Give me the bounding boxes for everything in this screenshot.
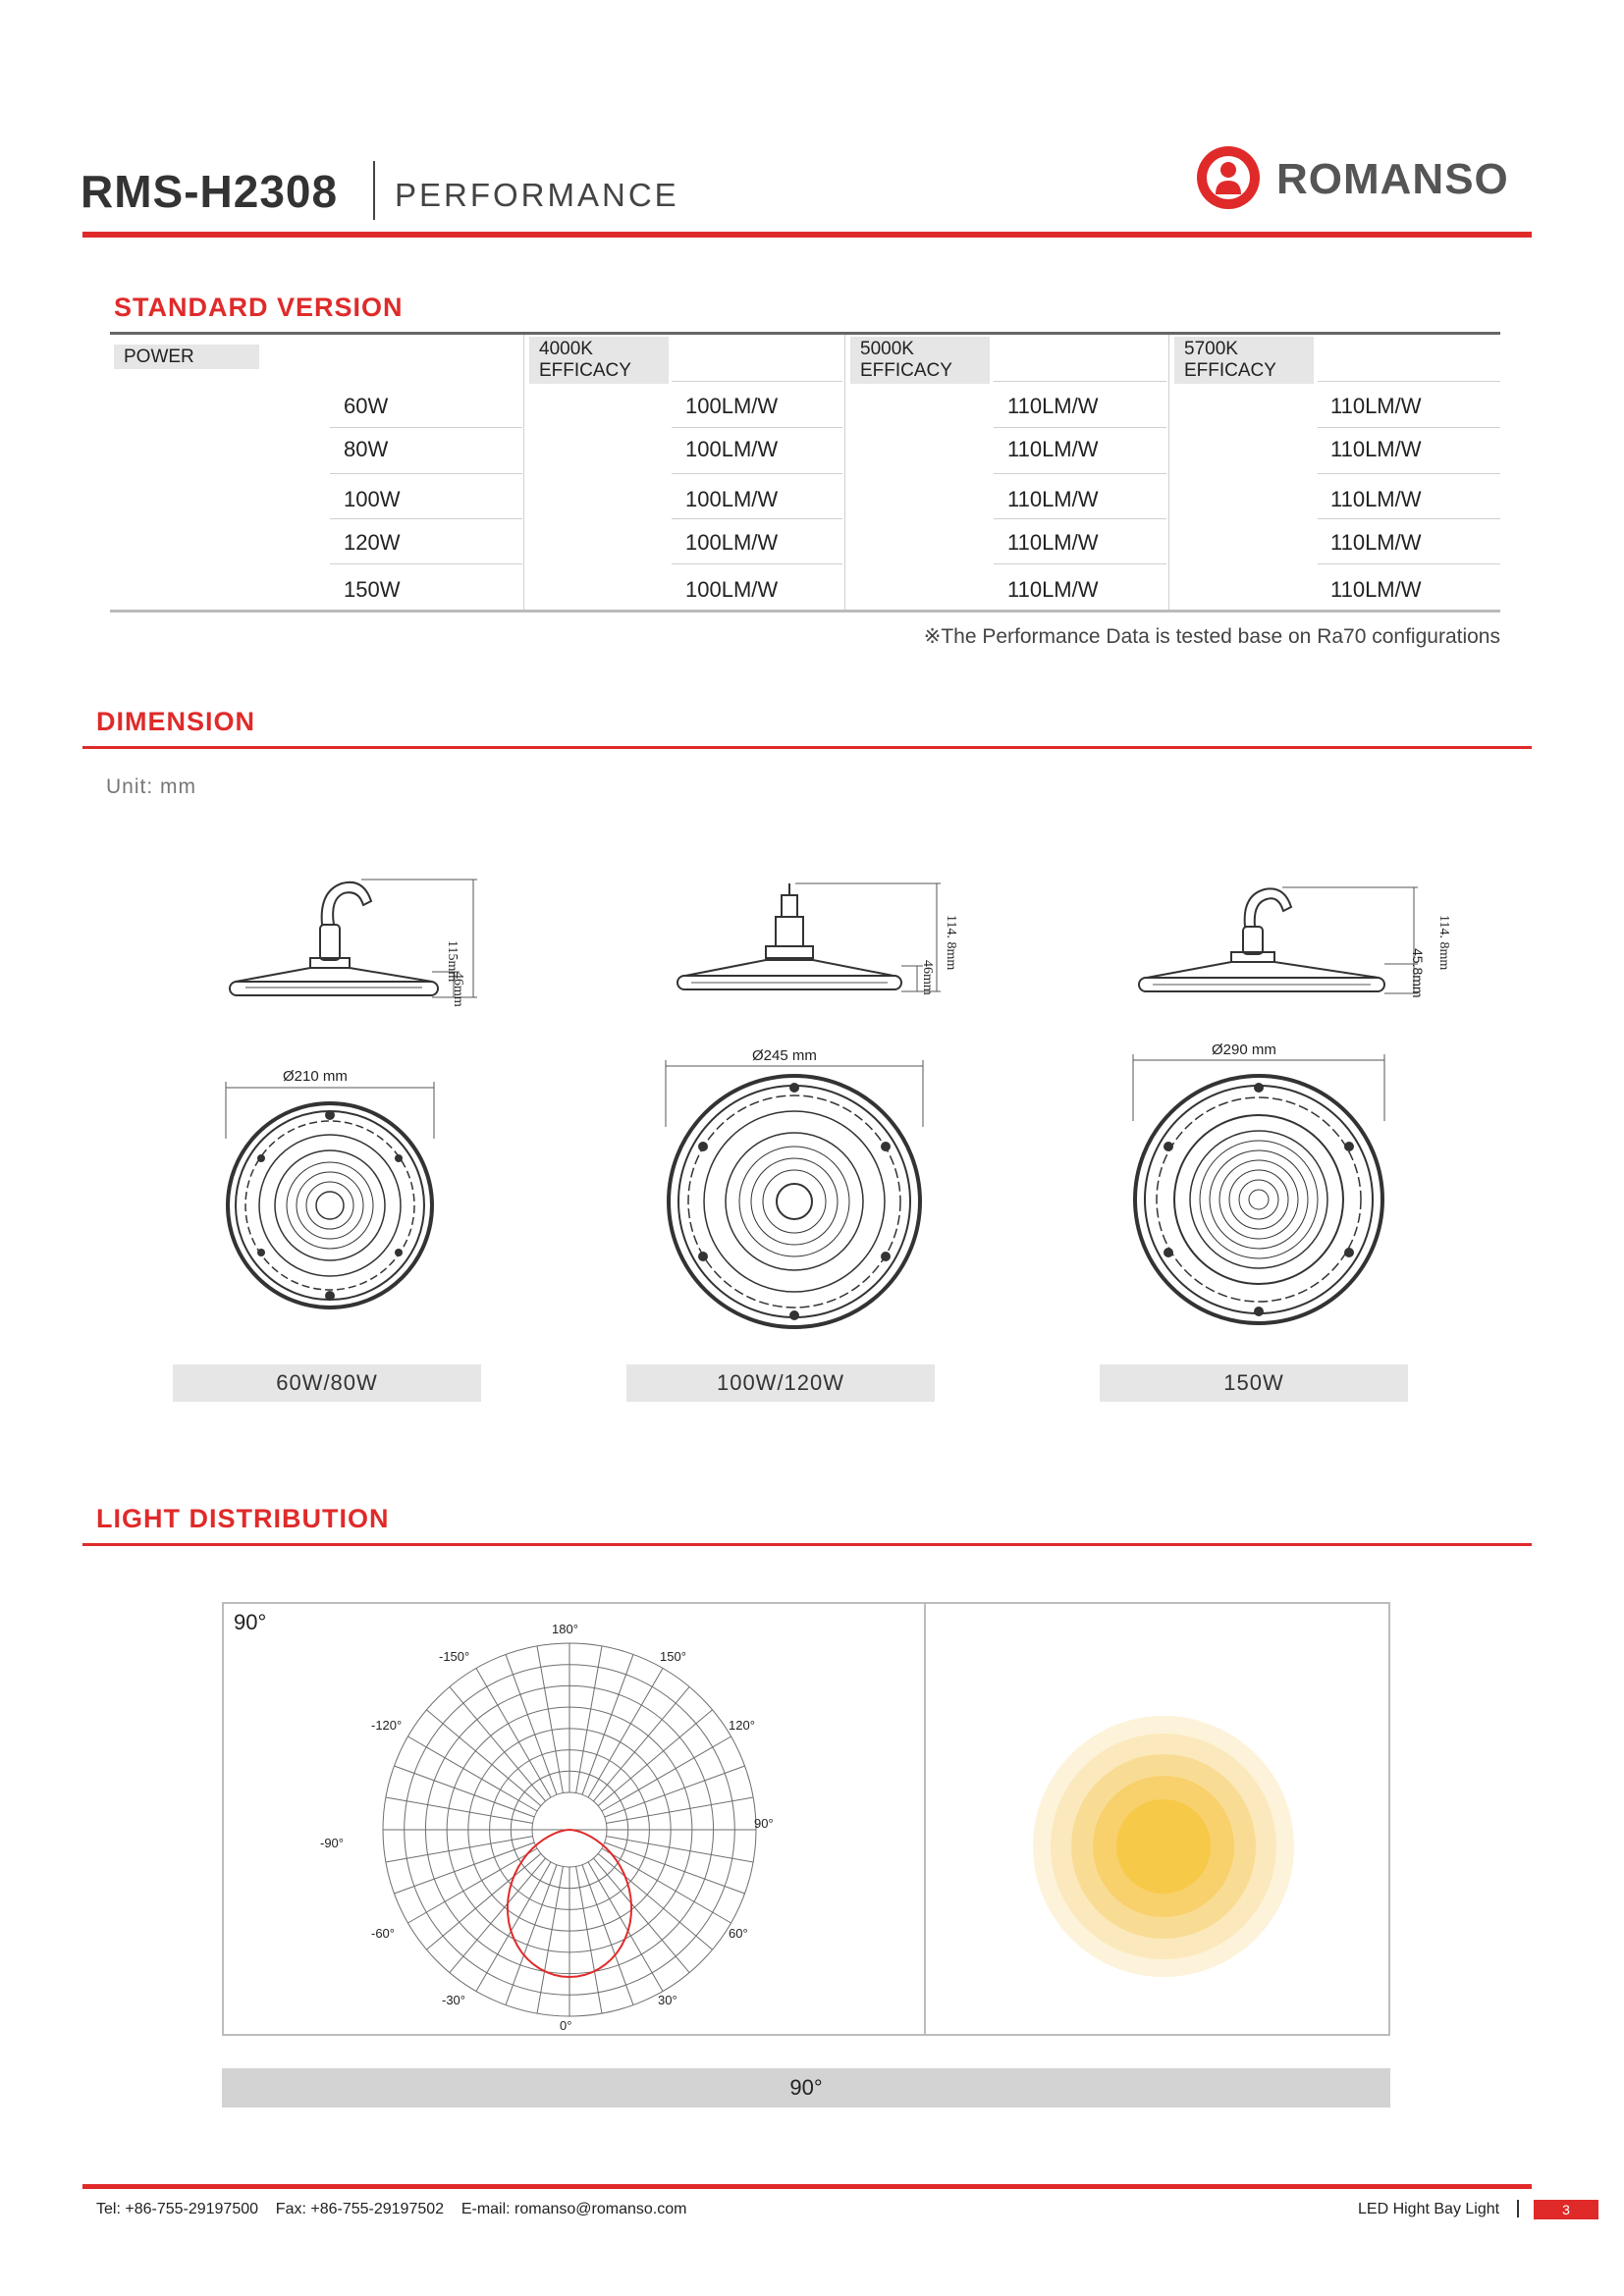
col-header-5700k: [1174, 337, 1314, 384]
efficacy-label: EFFICACY: [860, 360, 952, 381]
side-view-60-80w: [216, 872, 511, 1009]
polar-spoke: [426, 1710, 540, 1806]
row-divider: [672, 518, 842, 519]
polar-spoke: [598, 1710, 712, 1806]
row-divider: [1318, 427, 1500, 428]
row-divider: [330, 473, 522, 474]
power-header: POWER: [114, 345, 259, 369]
row-divider: [330, 427, 522, 428]
polar-spoke: [537, 1866, 563, 2013]
col-header-4000k: [529, 337, 669, 384]
efficacy-cell: 100LM/W: [685, 577, 779, 602]
angle-label: 60°: [729, 1926, 748, 1941]
polar-spoke: [606, 1797, 753, 1823]
efficacy-cell: 100LM/W: [685, 487, 779, 511]
row-divider: [994, 427, 1166, 428]
row-divider: [994, 518, 1166, 519]
dimension-title: DIMENSION: [96, 707, 256, 736]
cct-label: 5700K: [1184, 339, 1238, 359]
light-distribution-title: LIGHT DISTRIBUTION: [96, 1504, 390, 1533]
polar-spoke: [576, 1866, 602, 2013]
polar-spoke: [537, 1646, 563, 1793]
dim-total-height: 114. 8mm: [1436, 915, 1451, 971]
footer-divider: [1517, 2200, 1519, 2217]
power-cell: 80W: [344, 437, 389, 461]
row-divider: [672, 427, 842, 428]
col-header-5000k: [850, 337, 990, 384]
unit-label: Unit: mm: [106, 775, 196, 798]
efficacy-label: EFFICACY: [1184, 360, 1276, 381]
table-bottom-rule: [110, 610, 1500, 613]
row-divider: [672, 473, 842, 474]
efficacy-cell: 100LM/W: [685, 394, 779, 418]
table-top-rule: [110, 332, 1500, 335]
polar-spoke: [576, 1646, 602, 1793]
power-cell: 100W: [344, 487, 401, 511]
model-title: RMS-H2308: [81, 166, 339, 217]
diameter-label: Ø210 mm: [283, 1068, 348, 1085]
efficacy-cell: 100LM/W: [685, 530, 779, 555]
efficacy-cell: 110LM/W: [1330, 394, 1422, 418]
efficacy-label: EFFICACY: [539, 360, 631, 381]
polar-spoke: [606, 1837, 753, 1862]
angle-label: 0°: [560, 2018, 572, 2033]
cct-label: 5000K: [860, 339, 914, 359]
power-cell: 150W: [344, 577, 401, 602]
efficacy-cell: 110LM/W: [1007, 487, 1099, 511]
angle-label: 150°: [660, 1649, 686, 1664]
efficacy-cell: 110LM/W: [1007, 437, 1099, 461]
light-distribution-rule: [82, 1543, 1532, 1546]
angle-label: -30°: [442, 1993, 465, 2007]
footer-contact: Tel: +86-755-29197500 Fax: +86-755-29197502 E-mail: romanso@romanso.com: [96, 2201, 687, 2217]
row-divider: [994, 473, 1166, 474]
row-divider: [672, 381, 842, 382]
row-divider: [1318, 473, 1500, 474]
polar-spoke: [605, 1842, 745, 1894]
polar-spoke: [605, 1766, 745, 1817]
polar-spoke: [582, 1654, 633, 1794]
polar-spoke: [593, 1858, 689, 1972]
diameter-label: Ø245 mm: [752, 1047, 817, 1064]
model-caption: 100W/120W: [626, 1364, 935, 1402]
polar-spoke: [593, 1686, 689, 1800]
header-rule: [82, 232, 1532, 238]
efficacy-cell: 110LM/W: [1007, 530, 1099, 555]
cct-label: 4000K: [539, 339, 593, 359]
angle-label: 120°: [729, 1718, 755, 1733]
power-cell: 60W: [344, 394, 389, 418]
performance-note: ※The Performance Data is tested base on Ra70 configurations: [923, 625, 1500, 648]
efficacy-cell: 110LM/W: [1330, 530, 1422, 555]
row-divider: [672, 563, 842, 564]
column-divider: [523, 335, 524, 610]
side-view-150w: [1129, 881, 1424, 1009]
polar-spoke: [598, 1853, 712, 1949]
top-view-100-120w: [662, 1058, 927, 1335]
polar-spoke: [386, 1797, 533, 1823]
efficacy-cell: 110LM/W: [1330, 487, 1422, 511]
row-divider: [330, 563, 522, 564]
angle-label: 180°: [552, 1622, 578, 1636]
polar-spoke: [386, 1837, 533, 1862]
efficacy-cell: 110LM/W: [1330, 437, 1422, 461]
polar-spoke: [394, 1766, 534, 1817]
panel-divider: [924, 1602, 926, 2036]
polar-diagram: [373, 1639, 766, 2020]
diameter-label: Ø290 mm: [1212, 1041, 1276, 1058]
header-divider: [373, 161, 375, 220]
footer-product: LED Hight Bay Light: [1358, 2201, 1500, 2217]
column-divider: [1168, 335, 1169, 610]
beam-angle-corner: 90°: [234, 1610, 267, 1634]
row-divider: [1318, 563, 1500, 564]
brand-name: ROMANSO: [1276, 155, 1509, 203]
efficacy-cell: 110LM/W: [1007, 394, 1099, 418]
standard-version-title: STANDARD VERSION: [114, 293, 404, 322]
page-number: 3: [1534, 2200, 1598, 2219]
angle-label: -150°: [439, 1649, 470, 1664]
dim-total-height: 115mm: [445, 940, 460, 983]
footer-rule: [82, 2184, 1532, 2189]
efficacy-cell: 110LM/W: [1007, 577, 1099, 602]
angle-label: -90°: [320, 1836, 344, 1850]
polar-spoke: [506, 1654, 557, 1794]
polar-spoke: [426, 1853, 540, 1949]
dim-body-height: 46mm: [920, 960, 935, 995]
model-caption: 60W/80W: [173, 1364, 481, 1402]
row-divider: [1318, 518, 1500, 519]
row-divider: [1318, 381, 1500, 382]
polar-spoke: [450, 1858, 546, 1972]
dim-body-height: 46mm: [451, 972, 465, 1007]
row-divider: [994, 563, 1166, 564]
polar-spoke: [450, 1686, 546, 1800]
efficacy-cell: 110LM/W: [1330, 577, 1422, 602]
side-view-100-120w: [668, 881, 962, 1009]
column-divider: [844, 335, 845, 610]
power-cell: 120W: [344, 530, 401, 555]
efficacy-cell: 100LM/W: [685, 437, 779, 461]
page-subtitle: PERFORMANCE: [395, 177, 679, 213]
angle-label: 30°: [658, 1993, 677, 2007]
beam-angle-caption: 90°: [222, 2068, 1390, 2108]
dimension-rule: [82, 746, 1532, 749]
row-divider: [330, 518, 522, 519]
dim-body-height: 45.8mm: [1410, 948, 1426, 998]
angle-label: 90°: [754, 1816, 774, 1831]
light-spot-illustration: [1021, 1704, 1306, 1989]
top-view-60-80w: [222, 1080, 438, 1315]
row-divider: [994, 381, 1166, 382]
angle-label: -120°: [371, 1718, 403, 1733]
top-view-150w: [1129, 1052, 1388, 1333]
romanso-logo-icon: [1194, 143, 1263, 212]
angle-label: -60°: [371, 1926, 395, 1941]
model-caption: 150W: [1100, 1364, 1408, 1402]
polar-spoke: [394, 1842, 534, 1894]
dim-total-height: 114. 8mm: [944, 915, 958, 971]
